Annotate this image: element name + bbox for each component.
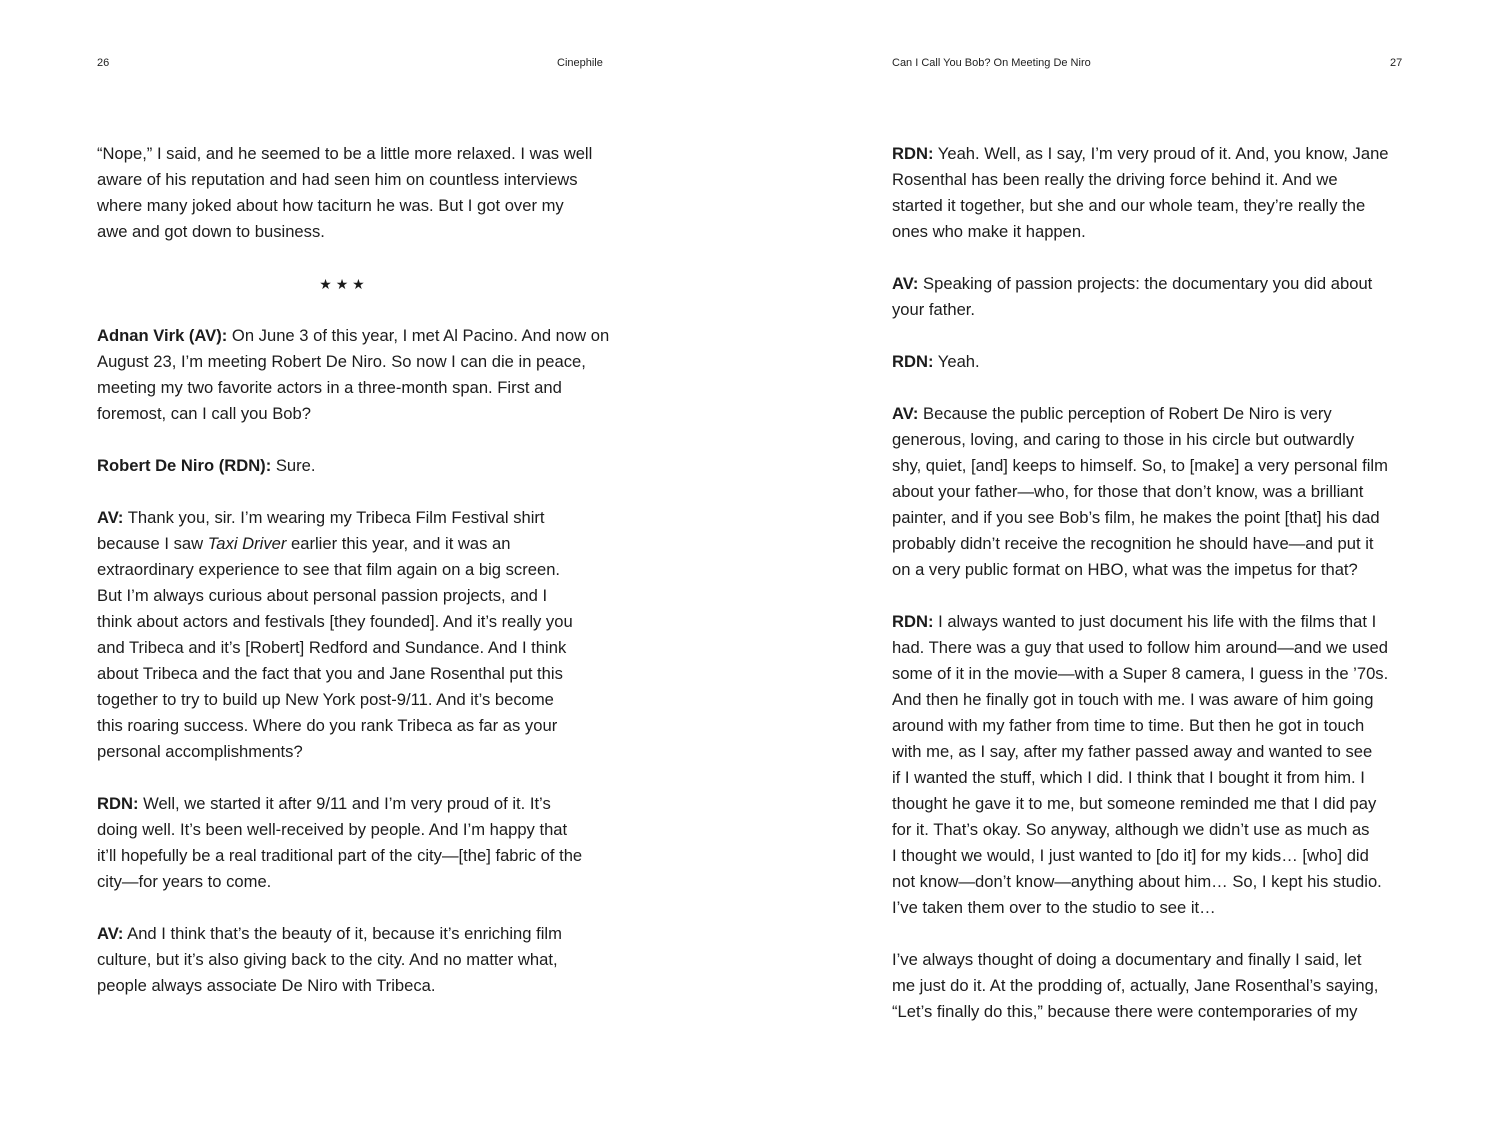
text-line: about Tribeca and the fact that you and Jane Rosenthal put this (97, 664, 563, 683)
text-line: Well, we started it after 9/11 and I’m very proud of it. It’s (138, 794, 551, 813)
text-line: “Nope,” I said, and he seemed to be a little more relaxed. I was well (97, 144, 593, 163)
paragraph (97, 791, 605, 895)
speaker-label: Robert De Niro (RDN): (97, 456, 272, 475)
text-line: because I saw (97, 534, 208, 553)
right-page (750, 0, 1500, 1125)
text-line: But I’m always curious about personal passion projects, and I (97, 586, 548, 605)
text-line: city—for years to come. (97, 872, 272, 891)
text-line: foremost, can I call you Bob? (97, 404, 311, 423)
text-line: awe and got down to business. (97, 222, 325, 241)
text-line: I’ve taken them over to the studio to see it… (892, 898, 1216, 917)
text-line: extraordinary experience to see that film again on a big screen. (97, 560, 561, 579)
text-line: not know—don’t know—anything about him… So, I kept his studio. (892, 872, 1382, 891)
speaker-label: AV: (97, 924, 124, 943)
text-line: it’ll hopefully be a real traditional part of the city—[the] fabric of the (97, 846, 583, 865)
text-line: had. There was a guy that used to follow him around—and we used (892, 638, 1388, 657)
speaker-label: RDN: (892, 612, 934, 631)
text-line: some of it in the movie—with a Super 8 camera, I guess in the ’70s. (892, 664, 1389, 683)
text-line: with me, as I say, after my father passed away and wanted to see (892, 742, 1373, 761)
text-line: On June 3 of this year, I met Al Pacino. And now on (227, 326, 610, 345)
text-line: Rosenthal has been really the driving force behind it. And we (892, 170, 1338, 189)
paragraph (97, 453, 605, 479)
text-line: Speaking of passion projects: the documentary you did about (918, 274, 1373, 293)
text-line: August 23, I’m meeting Robert De Niro. So now I can die in peace, (97, 352, 586, 371)
text-line: I thought we would, I just wanted to [do it] for my kids… [who] did (892, 846, 1369, 865)
text-line: started it together, but she and our whole team, they’re really the (892, 196, 1366, 215)
text-line: aware of his reputation and had seen him on countless interviews (97, 170, 578, 189)
text-line: culture, but it’s also giving back to the city. And no matter what, (97, 950, 558, 969)
paragraph (892, 271, 1402, 323)
text-line: people always associate De Niro with Tribeca. (97, 976, 436, 995)
text-line: Yeah. Well, as I say, I’m very proud of it. And, you know, Jane (933, 144, 1389, 163)
paragraph (97, 505, 605, 765)
text-line: Thank you, sir. I’m wearing my Tribeca Film Festival shirt (123, 508, 545, 527)
speaker-label: AV: (97, 508, 124, 527)
running-head-left: Cinephile (557, 57, 603, 69)
text-line: shy, quiet, [and] keeps to himself. So, to [make] a very personal film (892, 456, 1388, 475)
speaker-label: RDN: (97, 794, 139, 813)
text-line: your father. (892, 300, 976, 319)
speaker-label: AV: (892, 274, 919, 293)
speaker-label: RDN: (892, 352, 934, 371)
text-line: on a very public format on HBO, what was the impetus for that? (892, 560, 1358, 579)
text-line: doing well. It’s been well-received by people. And I’m happy that (97, 820, 568, 839)
text-line: personal accomplishments? (97, 742, 303, 761)
speaker-label: AV: (892, 404, 919, 423)
paragraph (97, 323, 610, 427)
text-line: probably didn’t receive the recognition he should have—and put it (892, 534, 1374, 553)
text-line: think about actors and festivals [they founded]. And it’s really you (97, 612, 573, 631)
paragraph (892, 947, 1402, 1025)
paragraph (892, 141, 1402, 245)
text-line: around with my father from time to time. But then he got in touch (892, 716, 1365, 735)
text-line: thought he gave it to me, but someone reminded me that I did pay (892, 794, 1377, 813)
text-line: together to try to build up New York post-9/11. And it’s become (97, 690, 554, 709)
text-line: this roaring success. Where do you rank Tribeca as far as your (97, 716, 558, 735)
text-line: Yeah. (933, 352, 980, 371)
film-title: Taxi Driver (207, 534, 287, 553)
text-line: I’ve always thought of doing a documentary and finally I said, let (892, 950, 1362, 969)
text-line: I always wanted to just document his life with the films that I (933, 612, 1377, 631)
text-line: And then he finally got in touch with me. I was aware of him going (892, 690, 1374, 709)
text-line: and Tribeca and it’s [Robert] Redford and Sundance. And I think (97, 638, 567, 657)
speaker-label: RDN: (892, 144, 934, 163)
text-line: Sure. (271, 456, 316, 475)
text-line: “Let’s finally do this,” because there were contemporaries of my (892, 1002, 1358, 1021)
running-head-right: Can I Call You Bob? On Meeting De Niro (892, 57, 1091, 69)
paragraph (892, 609, 1402, 921)
text-line: And I think that’s the beauty of it, because it’s enriching film (123, 924, 562, 943)
text-line: earlier this year, and it was an (286, 534, 511, 553)
text-line: me just do it. At the prodding of, actually, Jane Rosenthal’s saying, (892, 976, 1379, 995)
paragraph (892, 401, 1402, 583)
text-line: painter, and if you see Bob’s film, he makes the point [that] his dad (892, 508, 1380, 527)
page-number-left: 26 (97, 57, 110, 69)
text-line: ones who make it happen. (892, 222, 1086, 241)
text-line: where many joked about how taciturn he was. But I got over my (97, 196, 564, 215)
paragraph (97, 141, 605, 245)
text-line: generous, loving, and caring to those in his circle but outwardly (892, 430, 1355, 449)
text-line: meeting my two favorite actors in a three-month span. First and (97, 378, 562, 397)
page-number-right: 27 (1390, 57, 1403, 69)
left-body-text (97, 141, 610, 1025)
text-line: if I wanted the stuff, which I did. I think that I bought it from him. I (892, 768, 1365, 787)
paragraph (892, 349, 1402, 375)
right-body-text (892, 141, 1402, 1051)
section-break-stars: ★ ★ ★ (319, 276, 365, 292)
paragraph (97, 921, 605, 999)
text-line: for it. That’s okay. So anyway, although we didn’t use as much as (892, 820, 1370, 839)
text-line: Because the public perception of Robert De Niro is very (918, 404, 1332, 423)
text-line: about your father—who, for those that don’t know, was a brilliant (892, 482, 1364, 501)
speaker-label: Adnan Virk (AV): (97, 326, 228, 345)
